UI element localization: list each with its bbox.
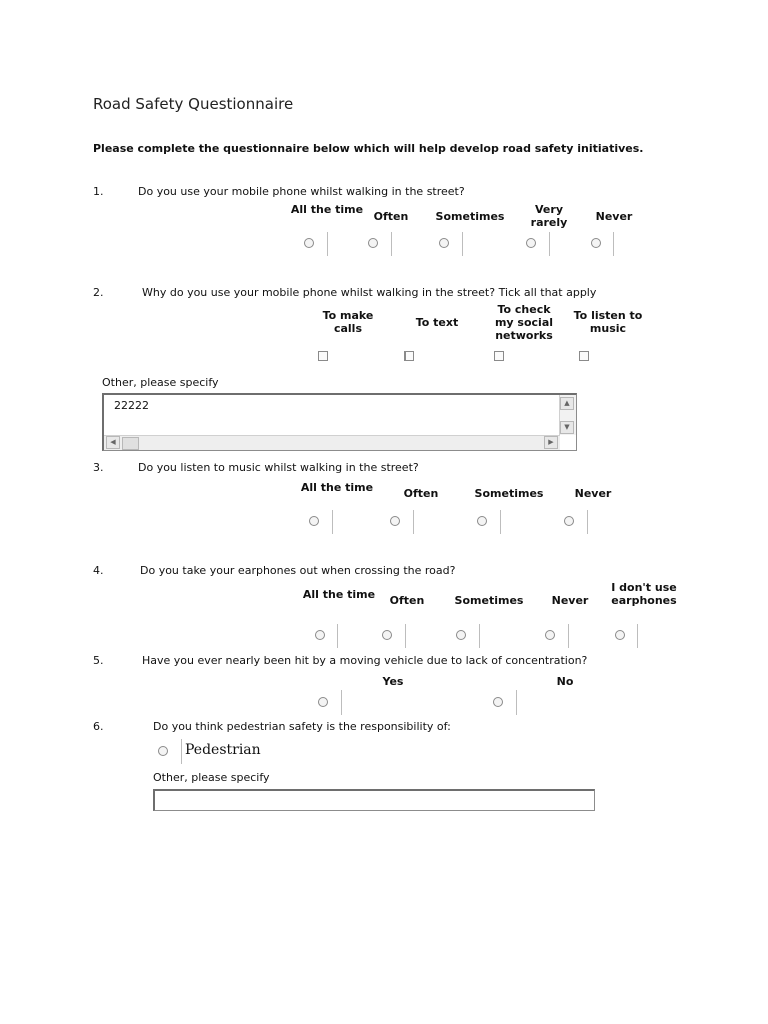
q2-other-value: 22222 [114, 399, 149, 412]
q6-option-label: Pedestrian [185, 742, 261, 758]
q6-text: Do you think pedestrian safety is the responsibility of: [153, 720, 451, 733]
q4-option-label: Sometimes [454, 594, 524, 607]
radio-cell-divider [516, 690, 517, 715]
q5-number: 5. [93, 654, 104, 667]
q1-radio-never[interactable] [591, 238, 601, 248]
q4-text: Do you take your earphones out when crossing the road? [140, 564, 456, 577]
q4-radio-never[interactable] [545, 630, 555, 640]
radio-cell-divider [568, 624, 569, 648]
q2-option-label: To text [415, 316, 459, 329]
q2-other-label: Other, please specify [102, 376, 219, 389]
q2-checkbox-music[interactable] [579, 351, 589, 361]
q4-radio-sometimes[interactable] [456, 630, 466, 640]
q4-option-label: I don't use earphones [611, 581, 677, 607]
q3-option-label: Often [403, 487, 439, 500]
q1-option-label: All the time [290, 203, 364, 216]
q4-option-label: All the time [302, 588, 376, 601]
q1-option-label: Very rarely [530, 203, 568, 229]
q5-radio-yes[interactable] [318, 697, 328, 707]
q5-radio-no[interactable] [493, 697, 503, 707]
q3-radio-sometimes[interactable] [477, 516, 487, 526]
q2-option-label: To listen to music [573, 309, 643, 335]
q3-text: Do you listen to music whilst walking in the street? [138, 461, 419, 474]
radio-cell-divider [462, 232, 463, 256]
q6-radio-pedestrian[interactable] [158, 746, 168, 756]
q3-radio-often[interactable] [390, 516, 400, 526]
q2-other-textarea[interactable] [102, 393, 577, 451]
q1-radio-very-rarely[interactable] [526, 238, 536, 248]
q5-text: Have you ever nearly been hit by a moving vehicle due to lack of concentration? [142, 654, 588, 667]
q3-option-label: Never [574, 487, 612, 500]
q6-other-input[interactable] [153, 789, 595, 811]
radio-cell-divider [405, 624, 406, 648]
q1-option-label: Sometimes [435, 210, 505, 223]
radio-cell-divider [337, 624, 338, 648]
scroll-right-icon[interactable]: ▶ [544, 436, 558, 449]
q3-option-label: All the time [300, 481, 374, 494]
scroll-down-icon[interactable]: ▼ [560, 421, 574, 434]
q1-option-label: Often [373, 210, 409, 223]
radio-cell-divider [500, 510, 501, 534]
horizontal-scrollbar[interactable] [104, 435, 560, 450]
radio-cell-divider [637, 624, 638, 648]
q3-number: 3. [93, 461, 104, 474]
radio-cell-divider [479, 624, 480, 648]
q3-option-label: Sometimes [474, 487, 544, 500]
q6-other-label: Other, please specify [153, 771, 270, 784]
radio-cell-divider [413, 510, 414, 534]
q4-option-label: Never [551, 594, 589, 607]
scroll-up-icon[interactable]: ▲ [560, 397, 574, 410]
q2-option-label: To check my social networks [494, 303, 554, 342]
q2-option-label: To make calls [322, 309, 374, 335]
q4-radio-often[interactable] [382, 630, 392, 640]
q4-radio-no-earphones[interactable] [615, 630, 625, 640]
q3-radio-all-the-time[interactable] [309, 516, 319, 526]
q5-option-label: No [556, 675, 574, 688]
radio-cell-divider [341, 690, 342, 715]
scroll-thumb[interactable] [122, 437, 139, 450]
q2-text: Why do you use your mobile phone whilst walking in the street? Tick all that apply [142, 286, 597, 299]
q2-checkbox-social-networks[interactable] [494, 351, 504, 361]
scroll-left-icon[interactable]: ◀ [106, 436, 120, 449]
radio-cell-divider [391, 232, 392, 256]
page-title: Road Safety Questionnaire [93, 95, 294, 113]
radio-cell-divider [332, 510, 333, 534]
radio-cell-divider [613, 232, 614, 256]
radio-cell-divider [587, 510, 588, 534]
vertical-scrollbar[interactable] [559, 395, 576, 435]
radio-cell-divider [181, 739, 182, 764]
q1-radio-all-the-time[interactable] [304, 238, 314, 248]
radio-cell-divider [549, 232, 550, 256]
q1-radio-sometimes[interactable] [439, 238, 449, 248]
q4-radio-all-the-time[interactable] [315, 630, 325, 640]
q2-checkbox-make-calls[interactable] [318, 351, 328, 361]
q1-option-label: Never [595, 210, 633, 223]
q1-number: 1. [93, 185, 104, 198]
q6-number: 6. [93, 720, 104, 733]
intro-text: Please complete the questionnaire below which will help develop road safety initiatives. [93, 142, 644, 155]
q2-number: 2. [93, 286, 104, 299]
q3-radio-never[interactable] [564, 516, 574, 526]
q4-option-label: Often [389, 594, 425, 607]
q1-radio-often[interactable] [368, 238, 378, 248]
radio-cell-divider [327, 232, 328, 256]
q2-checkbox-text[interactable] [404, 351, 414, 361]
q5-option-label: Yes [382, 675, 404, 688]
q4-number: 4. [93, 564, 104, 577]
q1-text: Do you use your mobile phone whilst walking in the street? [138, 185, 465, 198]
